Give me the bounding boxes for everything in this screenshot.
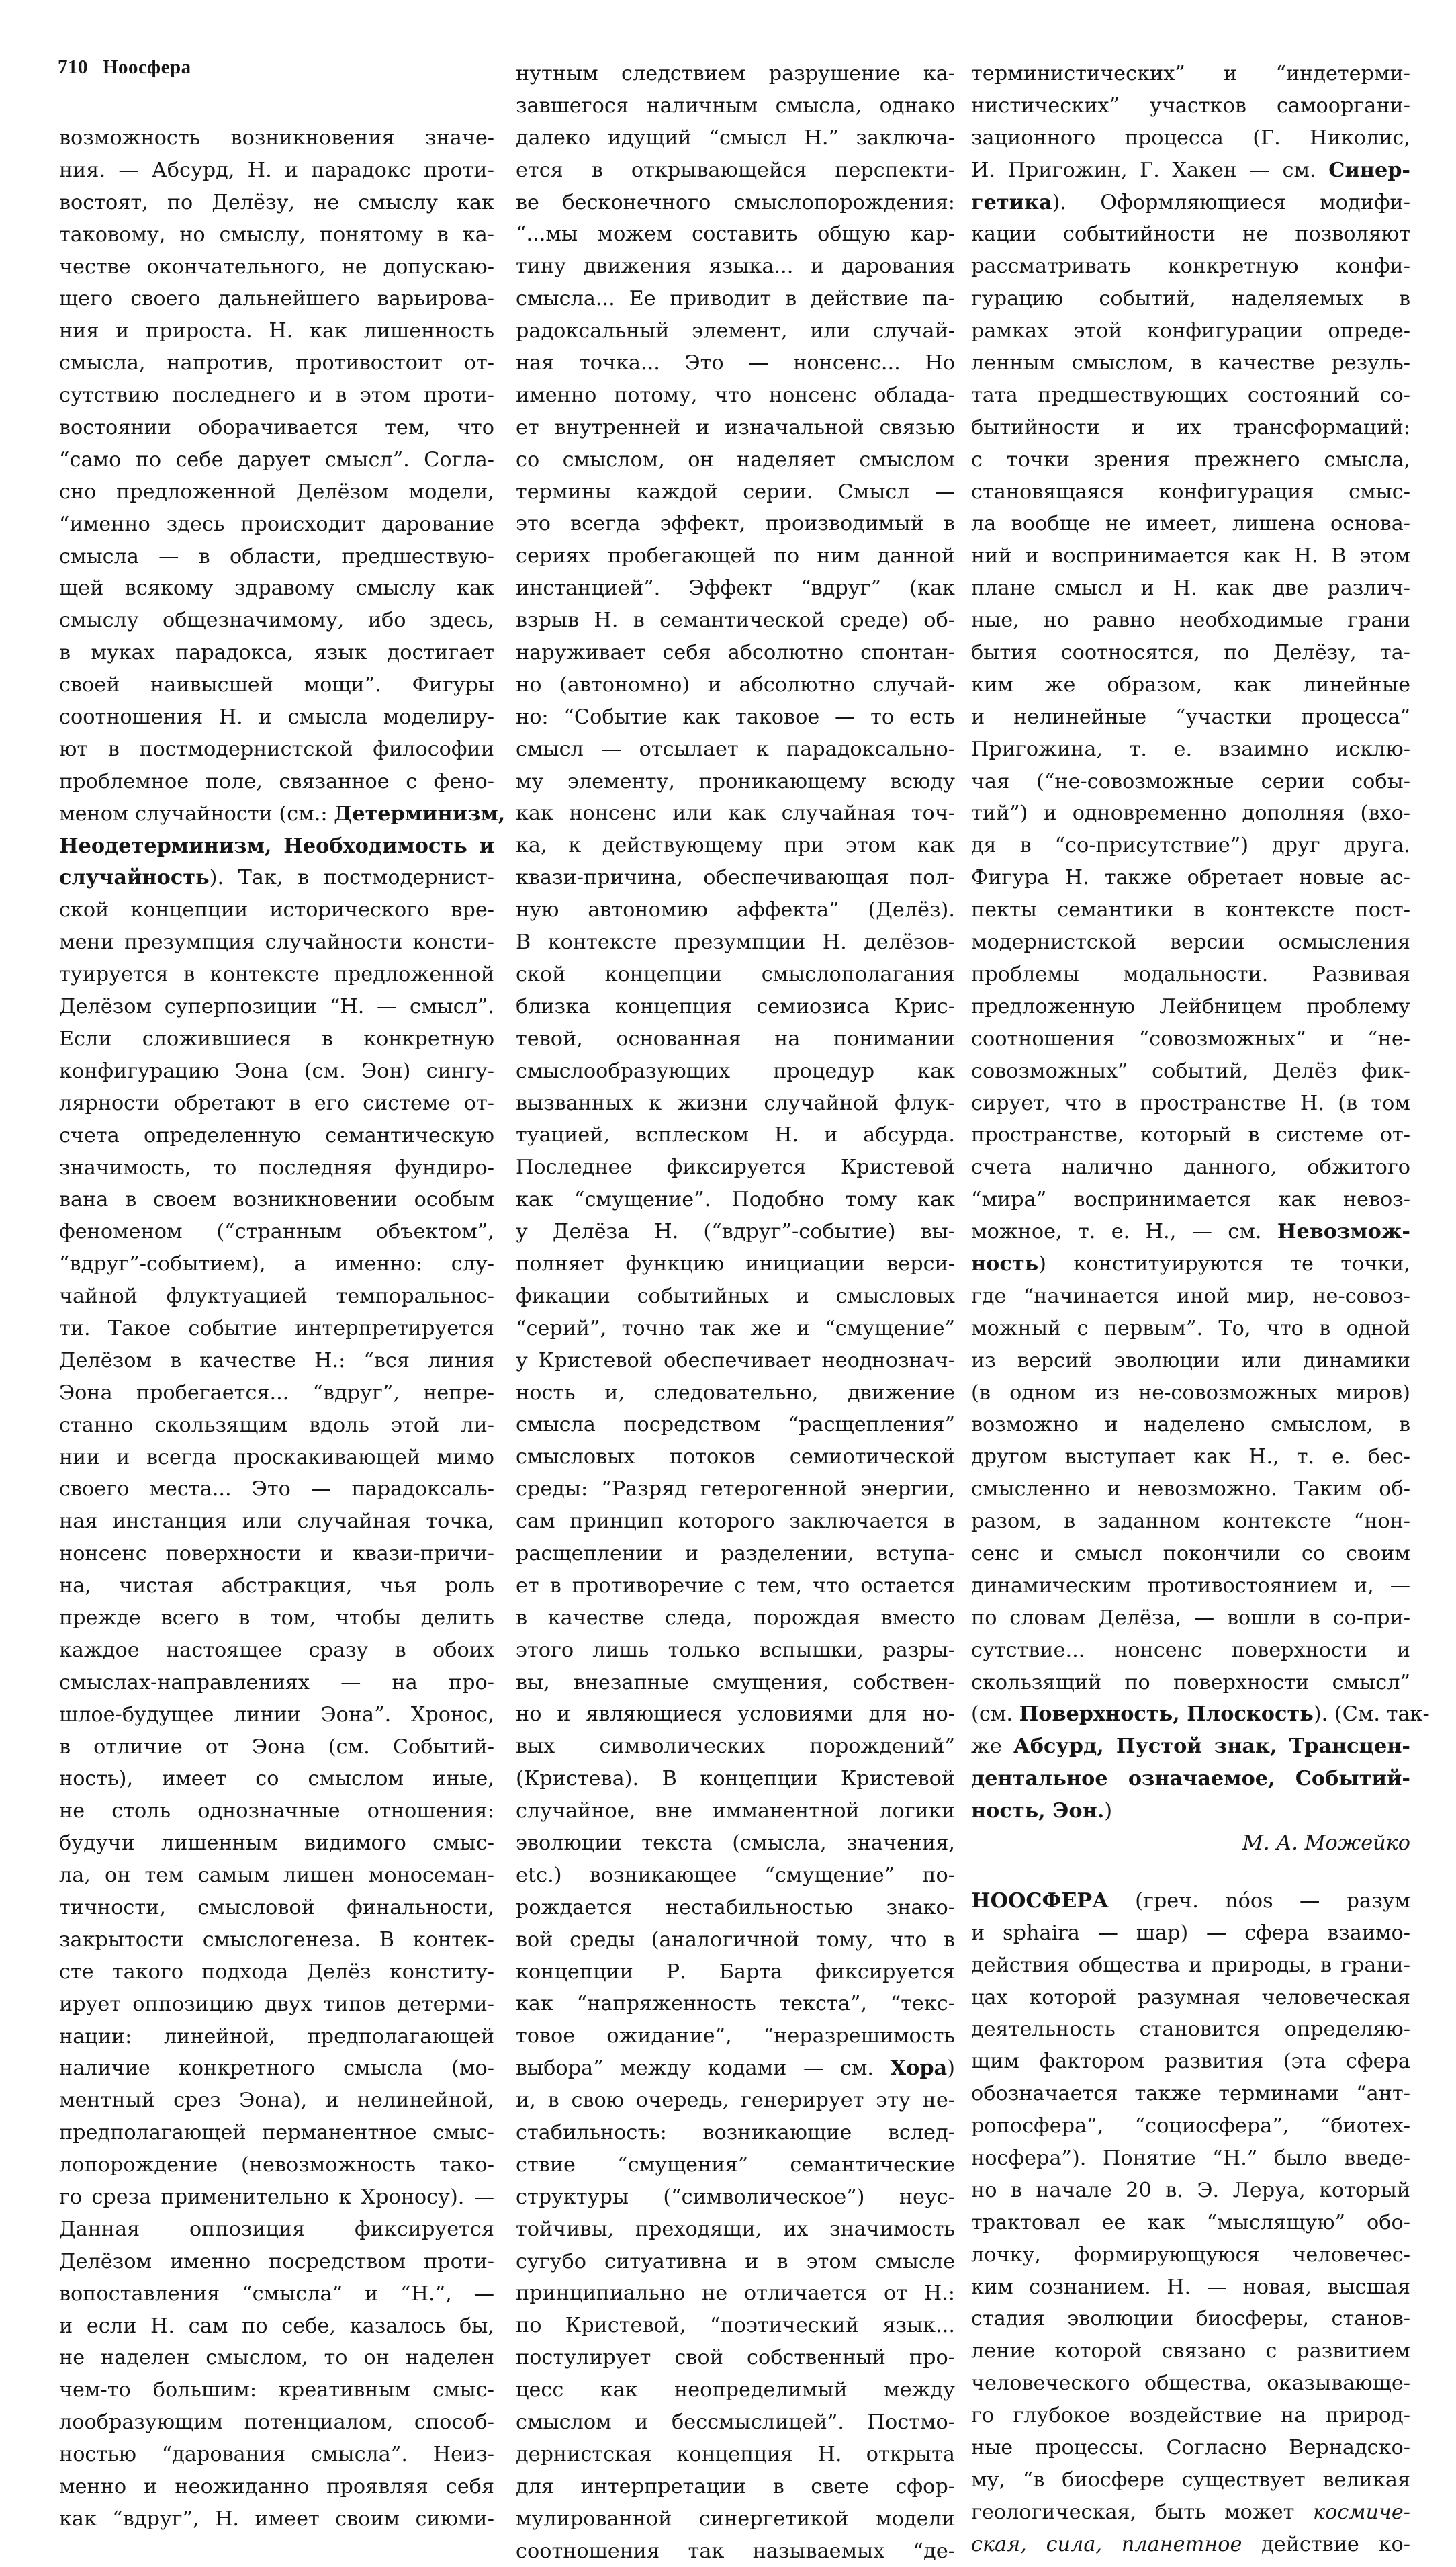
text-line: ность и, следовательно, движение (516, 1381, 955, 1405)
text-line: случайность). Так, в постмодернист- (59, 866, 494, 890)
text-line: тойчивы, преходящи, их значимость (516, 2217, 955, 2241)
text-line: проблемное поле, связанное с фено- (59, 769, 494, 793)
text-line: ет в противоречие с тем, что остается (516, 1573, 955, 1598)
text-line: (Кристева). В концепции Кристевой (516, 1767, 955, 1791)
text-line: смыслом и бессмыслицей”. Постмо- (516, 2410, 955, 2435)
text-line: не наделен смыслом, то он наделен (59, 2346, 494, 2370)
text-line: тину движения языка... и дарования (516, 255, 955, 279)
text-line: именно потому, что нонсенс облада- (516, 383, 955, 407)
text-line: действия общества и природы, в грани- (971, 1953, 1410, 1977)
text-line: на, чистая абстракция, чья роль (59, 1574, 494, 1598)
text-line: туацией, всплеском Н. и абсурда. (516, 1123, 955, 1147)
text-line: меном случайности (см.: Детерминизм, (59, 801, 506, 826)
text-line: но: “Событие как таковое — то есть (516, 705, 955, 729)
text-line: феноменом (“странным объектом”, (59, 1220, 494, 1244)
text-line: в качестве следа, порождая вместо (516, 1606, 955, 1630)
text-line: Делёзом именно посредством проти- (59, 2249, 494, 2273)
text-line: ные процессы. Согласно Вернадско- (971, 2436, 1410, 2460)
text-line: дернистская концепция Н. открыта (516, 2442, 955, 2466)
text-line: ность) конституируются те точки, (971, 1252, 1410, 1276)
text-line: ется в открывающейся перспекти- (516, 158, 955, 182)
text-line: “серий”, точно так же и “смущение” (516, 1316, 955, 1340)
text-line: Пригожина, т. е. взаимно исклю- (971, 737, 1410, 761)
text-line: далеко идущий “смысл Н.” заключа- (516, 126, 955, 150)
text-line: конфигурацию Эона (см. Эон) сингу- (59, 1059, 494, 1083)
text-line: деятельность становится определяю- (971, 2017, 1410, 2042)
text-line: ния. — Абсурд, Н. и парадокс проти- (59, 158, 494, 182)
text-line: Делёзом в качестве Н.: “вся линия (59, 1348, 494, 1373)
text-line: но и являющиеся условиями для но- (516, 1702, 955, 1727)
text-line: ким сознанием. Н. — новая, высшая (971, 2275, 1410, 2299)
running-title: Ноосфера (103, 56, 191, 78)
text-line: И. Пригожин, Г. Хакен — см. Синер- (971, 158, 1410, 182)
text-line: etc.) возникающее “смущение” по- (516, 1863, 955, 1887)
text-line: в отличие от Эона (см. Событий- (59, 1735, 494, 1759)
text-column-left (59, 122, 506, 2535)
text-line: Неодетерминизм, Необходимость и (59, 834, 494, 858)
text-line: предложенную Лейбницем проблему (971, 994, 1410, 1018)
text-line: с точки зрения прежнего смысла, (971, 447, 1410, 472)
text-line: му, “в биосфере существует великая (971, 2468, 1410, 2492)
text-line: мулированной синергетикой модели (516, 2507, 955, 2531)
text-line: для интерпретации в свете сфор- (516, 2474, 955, 2498)
text-line: ют в постмодернистской философии (59, 737, 494, 761)
text-column-middle (516, 58, 955, 2567)
text-line: динамическим противостоянием и, — (971, 1573, 1410, 1598)
text-line: среды: “Разряд гетерогенной энергии, (516, 1477, 955, 1502)
text-line: структуры (“символическое”) неус- (516, 2185, 955, 2209)
text-line: по Кристевой, “поэтический язык... (516, 2314, 955, 2338)
text-line: и нелинейные “участки процесса” (971, 705, 1410, 729)
text-line: ная точка... Это — нонсенс... Но (516, 351, 955, 376)
text-line: сутствие... нонсенс поверхности и (971, 1638, 1410, 1662)
text-line: пространстве, который в системе от- (971, 1123, 1410, 1147)
text-line: В контексте презумпции Н. делёзов- (516, 930, 955, 955)
text-line: в муках парадокса, язык достигает (59, 641, 494, 665)
text-line: термины каждой серии. Смысл — (516, 480, 955, 504)
text-line: (см. Поверхность, Плоскость). (См. так- (971, 1702, 1430, 1727)
text-line: лочку, формирующуюся человечес- (971, 2243, 1410, 2267)
text-line: сирует, что в пространстве Н. (в том (971, 1091, 1410, 1115)
text-line: сте такого подхода Делёз конститу- (59, 1960, 494, 1984)
text-line: шлое-будущее линии Эона”. Хронос, (59, 1702, 494, 1727)
text-line: ление которой связано с развитием (971, 2339, 1410, 2363)
text-line: модернистской версии осмысления (971, 930, 1410, 955)
text-line: вопоставления “смысла” и “Н.”, — (59, 2281, 494, 2306)
text-line: ность, Эон.) (971, 1799, 1113, 1823)
text-line: сам принцип которого заключается в (516, 1510, 955, 1534)
text-line: можный с первым”. То, что в одной (971, 1316, 1410, 1340)
text-line: ет внутренней и изначальной связью (516, 415, 955, 439)
text-line: становящаяся конфигурация смыс- (971, 480, 1410, 504)
text-line: щей всякому здравому смыслу как (59, 576, 494, 601)
text-line: носфера”). Понятие “Н.” было введе- (971, 2146, 1410, 2170)
text-line: ментный срез Эона), и нелинейной, (59, 2089, 494, 2113)
text-line: совозможных” событий, Делёз фик- (971, 1059, 1410, 1083)
text-line: предполагающей перманентное смыс- (59, 2121, 494, 2145)
text-line: ве бесконечного смыслопорождения: (516, 190, 955, 214)
text-line: выбора” между кодами — см. Хора) (516, 2056, 955, 2081)
text-line: нии и всегда проскакивающей мимо (59, 1445, 494, 1469)
text-line: ний и воспринимается как Н. В этом (971, 544, 1410, 568)
text-line: завшегося наличным смысла, однако (516, 93, 955, 118)
text-line: вы, внезапные смущения, собствен- (516, 1670, 955, 1694)
text-line: взрыв Н. в семантической среде) об- (516, 609, 955, 633)
text-line: ла, он тем самым лишен моносеман- (59, 1864, 494, 1888)
text-line: ти. Такое событие интерпретируется (59, 1316, 494, 1340)
text-line: туируется в контексте предложенной (59, 963, 494, 987)
text-line: как “смущение”. Подобно тому как (516, 1188, 955, 1212)
text-line: этого лишь только вспышки, разры- (516, 1638, 955, 1662)
text-line: у Кристевой обеспечивает неоднознач- (516, 1348, 955, 1373)
text-line: не столь однозначные отношения: (59, 1799, 494, 1823)
text-line: (в одном из не-совозможных миров) (971, 1381, 1410, 1405)
text-line: рождается нестабильностью знако- (516, 1895, 955, 1919)
text-line: ленным смыслом, в качестве резуль- (971, 351, 1410, 376)
text-line: щим фактором развития (эта сфера (971, 2050, 1410, 2074)
text-line: “мира” воспринимается как невоз- (971, 1188, 1410, 1212)
text-line: по словам Делёза, — вошли в со-при- (971, 1606, 1410, 1630)
text-line: у Делёза Н. (“вдруг”-событие) вы- (516, 1220, 955, 1244)
text-line: как нонсенс или как случайная точ- (516, 801, 955, 826)
text-line: му элементу, проникающему всюду (516, 769, 955, 793)
text-line: честве окончательного, не допускаю- (59, 255, 494, 279)
text-line: принципиально не отличается от Н.: (516, 2281, 955, 2306)
text-line: и, в свою очередь, генерирует эту не- (516, 2089, 955, 2113)
text-line: смысленно и невозможно. Таким об- (971, 1477, 1410, 1502)
text-line: смыслообразующих процедур как (516, 1059, 955, 1083)
text-line: со смыслом, он наделяет смыслом (516, 447, 955, 472)
text-line: своего места... Это — парадоксаль- (59, 1477, 494, 1502)
text-line: ропосфера”, “социосфера”, “биотех- (971, 2114, 1410, 2138)
text-line: дентальное означаемое, Событий- (971, 1767, 1410, 1791)
text-line: фикации событийных и смысловых (516, 1284, 955, 1308)
text-line: Фигура Н. также обретает новые ас- (971, 866, 1410, 890)
text-line: как “напряженность текста”, “текс- (516, 1992, 955, 2016)
text-line: расщеплении и разделении, вступа- (516, 1541, 955, 1565)
text-line: чем-то большим: креативным смыс- (59, 2378, 494, 2402)
text-line: гетика). Оформляющиеся модифи- (971, 190, 1410, 214)
text-line: смысла... Ее приводит в действие па- (516, 287, 955, 311)
text-line: Эона пробегается... “вдруг”, непре- (59, 1381, 494, 1405)
text-line: щего своего дальнейшего варьирова- (59, 287, 494, 311)
text-line: нистических” участков самооргани- (971, 93, 1410, 118)
text-line: смыслах-направлениях — на про- (59, 1670, 494, 1694)
text-line: сно предложенной Делёзом модели, (59, 480, 494, 504)
text-line: чайной флуктуацией темпоральнос- (59, 1285, 494, 1309)
text-line: тевой, основанная на понимании (516, 1027, 955, 1051)
text-line: эволюции текста (смысла, значения, (516, 1831, 955, 1855)
text-line: смысловых потоков семиотической (516, 1445, 955, 1469)
text-line: бытия соотносятся, по Делёзу, та- (971, 641, 1410, 665)
text-line: тичности, смысловой финальности, (59, 1895, 494, 1919)
text-line: но (автономно) и абсолютно случай- (516, 672, 955, 697)
text-line: менно и неожиданно проявляя себя (59, 2475, 494, 2499)
text-line: смысла посредством “расщепления” (516, 1413, 955, 1437)
page-header (58, 56, 191, 97)
text-line: соотношения так называемых “де- (516, 2539, 955, 2563)
text-line: нутным следствием разрушение ка- (516, 62, 955, 85)
text-line: радоксальный элемент, или случай- (516, 319, 955, 343)
text-line: “...мы можем составить общую кар- (516, 222, 955, 247)
text-line: “само по себе дарует смысл”. Согла- (59, 447, 494, 472)
text-line: будучи лишенным видимого смыс- (59, 1831, 494, 1856)
text-line: дя в “со-присутствие”) друг друга. (971, 834, 1410, 858)
text-line: скользящий по поверхности смысл” (971, 1670, 1410, 1694)
text-line: трактовал ее как “мыслящую” обо- (971, 2210, 1410, 2234)
text-line: рассматривать конкретную конфи- (971, 255, 1410, 279)
text-line: Если сложившиеся в конкретную (59, 1027, 494, 1051)
text-line: каждое настоящее сразу в обоих (59, 1638, 494, 1662)
text-line: тата предшествующих состояний со- (971, 383, 1410, 407)
text-line: наличие конкретного смысла (мо- (59, 2056, 494, 2081)
text-line: концепции Р. Барта фиксируется (516, 1960, 955, 1984)
text-line: лярности обретают в его системе от- (59, 1091, 494, 1115)
text-line: востоянии оборачивается тем, что (59, 416, 494, 440)
text-line: чая (“не-совозможные серии собы- (971, 769, 1410, 793)
text-line: нации: линейной, предполагающей (59, 2024, 494, 2048)
text-line: ния и прироста. Н. как лишенность (59, 319, 494, 343)
text-line: “именно здесь происходит дарование (59, 512, 494, 536)
text-column-right (971, 58, 1430, 2561)
text-line: ской концепции смыслополагания (516, 962, 955, 986)
text-line: возможно и наделено смыслом, в (971, 1413, 1410, 1437)
text-line: но в начале 20 в. Э. Леруа, который (971, 2178, 1410, 2202)
text-line: же Абсурд, Пустой знак, Трансцен- (971, 1735, 1411, 1759)
text-line: ные, но равно необходимые грани (971, 609, 1410, 633)
text-line: соотношения “совозможных” и “не- (971, 1027, 1410, 1051)
text-line: ную автономию аффекта” (Делёз). (516, 898, 955, 922)
text-line: “вдруг”-событием), а именно: слу- (59, 1252, 494, 1276)
text-line: проблемы модальности. Развивая (971, 962, 1410, 986)
text-line: обозначается также терминами “ант- (971, 2082, 1410, 2106)
text-line: как “вдруг”, Н. имеет своим сиюми- (59, 2507, 494, 2531)
text-line: закрытости смыслогенеза. В контек- (59, 1927, 494, 1952)
text-line: квази-причина, обеспечивающая пол- (516, 866, 955, 890)
text-line: это всегда эффект, производимый в (516, 512, 955, 536)
text-line: товое ожидание”, “неразрешимость (516, 2024, 955, 2048)
text-line: инстанцией”. Эффект “вдруг” (как (516, 576, 955, 601)
text-line: кации событийности не позволяют (971, 222, 1410, 247)
article-noosphere (971, 1885, 1410, 2561)
text-line: разом, в заданном контексте “нон- (971, 1510, 1410, 1534)
text-line: и sphaira — шар) — сфера взаимо- (971, 1921, 1410, 1945)
text-line: тий”) и одновременно дополняя (вхо- (971, 801, 1410, 826)
text-line: и если Н. сам по себе, казалось бы, (59, 2314, 494, 2338)
text-line: наруживает себя абсолютно спонтан- (516, 641, 955, 665)
text-line: смыслу общезначимому, ибо здесь, (59, 609, 494, 633)
text-line: цесс как неопределимый между (516, 2378, 955, 2402)
text-line: стадия эволюции биосферы, станов- (971, 2307, 1410, 2331)
text-line: где “начинается иной мир, не-совоз- (971, 1284, 1410, 1308)
text-line: полняет функцию инициации верси- (516, 1252, 955, 1276)
text-line: можное, т. е. Н., — см. Невозмож- (971, 1220, 1410, 1244)
text-line: бытийности и их трансформаций: (971, 415, 1410, 439)
text-line: гурацию событий, наделяемых в (971, 287, 1410, 311)
text-line: геологическая, быть может космиче- (971, 2500, 1410, 2524)
text-line: вызванных к жизни случайной флук- (516, 1091, 955, 1115)
text-line: го глубокое воздействие на природ- (971, 2404, 1410, 2428)
text-line: ла вообще не имеет, лишена основа- (971, 512, 1410, 536)
text-line: прежде всего в том, чтобы делить (59, 1606, 494, 1630)
text-line: ка, к действующему при этом как (516, 834, 955, 858)
text-line: лопорождение (невозможность тако- (59, 2153, 494, 2177)
text-line: смысла — в области, предшествую- (59, 544, 494, 568)
text-line: вой среды (аналогичной тому, что в (516, 1927, 955, 1952)
text-line: станно скользящим вдоль этой ли- (59, 1413, 494, 1437)
text-line: таковому, но смыслу, понятому в ка- (59, 222, 494, 247)
text-line: терминистических” и “индетерми- (971, 62, 1410, 85)
text-line: смысл — отсылает к парадоксально- (516, 737, 955, 761)
text-line: вана в своем возникновении особым (59, 1188, 494, 1212)
text-line: постулирует свой собственный про- (516, 2346, 955, 2370)
text-line: ской концепции исторического вре- (59, 898, 494, 922)
text-line: своей наивысшей мощи”. Фигуры (59, 673, 494, 697)
text-line: зационного процесса (Г. Николис, (971, 126, 1410, 150)
text-line: Делёзом суперпозиции “Н. — смысл”. (59, 995, 494, 1019)
text-line: счета налично данного, обжитого (971, 1156, 1410, 1180)
text-line: соотношения Н. и смысла моделиру- (59, 705, 494, 730)
text-line: Последнее фиксируется Кристевой (516, 1156, 955, 1180)
text-line: человеческого общества, оказывающе- (971, 2372, 1410, 2396)
text-line: из версий эволюции или динамики (971, 1348, 1410, 1373)
text-line: ирует оппозицию двух типов детерми- (59, 1992, 494, 2016)
text-line: стабильность: возникающие вслед- (516, 2121, 955, 2144)
text-line: востоят, по Делёзу, не смыслу как (59, 190, 494, 214)
text-line: ствие “смущения” семантические (516, 2152, 955, 2177)
article-separator (971, 1860, 1410, 1885)
text-line: близка концепция семиозиса Крис- (516, 994, 955, 1018)
text-line: другом выступает как Н., т. е. бес- (971, 1445, 1410, 1469)
article-continuation (971, 58, 1430, 1827)
article-author: М. А. Можейко (1242, 1831, 1410, 1855)
text-line: ность), имеет со смыслом иные, (59, 1767, 494, 1791)
text-line: цах которой разумная человеческая (971, 1985, 1410, 2009)
text-line: счета определенную семантическую (59, 1123, 494, 1147)
text-line: ким же образом, как линейные (971, 672, 1410, 697)
text-line: сенс и смысл покончили со своим (971, 1541, 1410, 1565)
text-line: значимость, то последняя фундиро- (59, 1156, 494, 1180)
text-line: ская, сила, планетное действие ко- (971, 2532, 1410, 2556)
page-number: 710 (58, 56, 88, 78)
text-line: плане смысл и Н. как две различ- (971, 576, 1410, 601)
text-line: возможность возникновения значе- (59, 126, 494, 150)
text-line: мени презумпция случайности консти- (59, 930, 494, 955)
text-line: сериях пробегающей по ним данной (516, 544, 955, 568)
text-line: смысла, напротив, противостоит от- (59, 351, 494, 376)
text-line: случайное, вне имманентной логики (516, 1799, 955, 1823)
text-line: Данная оппозиция фиксируется (59, 2217, 494, 2241)
text-line: го среза применительно к Хроносу). — (59, 2185, 494, 2209)
text-line: сутствию последнего и в этом проти- (59, 384, 494, 408)
text-line: ностью “дарования смысла”. Неиз- (59, 2443, 494, 2467)
text-line: ная инстанция или случайная точка, (59, 1510, 494, 1534)
text-line: вых символических порождений” (516, 1735, 955, 1759)
text-line: лообразующим потенциалом, способ- (59, 2410, 494, 2435)
text-line: НООСФЕРА (греч. nóos — разум (971, 1888, 1410, 1913)
text-line: рамках этой конфигурации опреде- (971, 319, 1410, 343)
text-line: пекты семантики в контексте пост- (971, 898, 1410, 922)
text-line: сугубо ситуативна и в этом смысле (516, 2249, 955, 2273)
text-line: нонсенс поверхности и квази-причи- (59, 1542, 494, 1566)
